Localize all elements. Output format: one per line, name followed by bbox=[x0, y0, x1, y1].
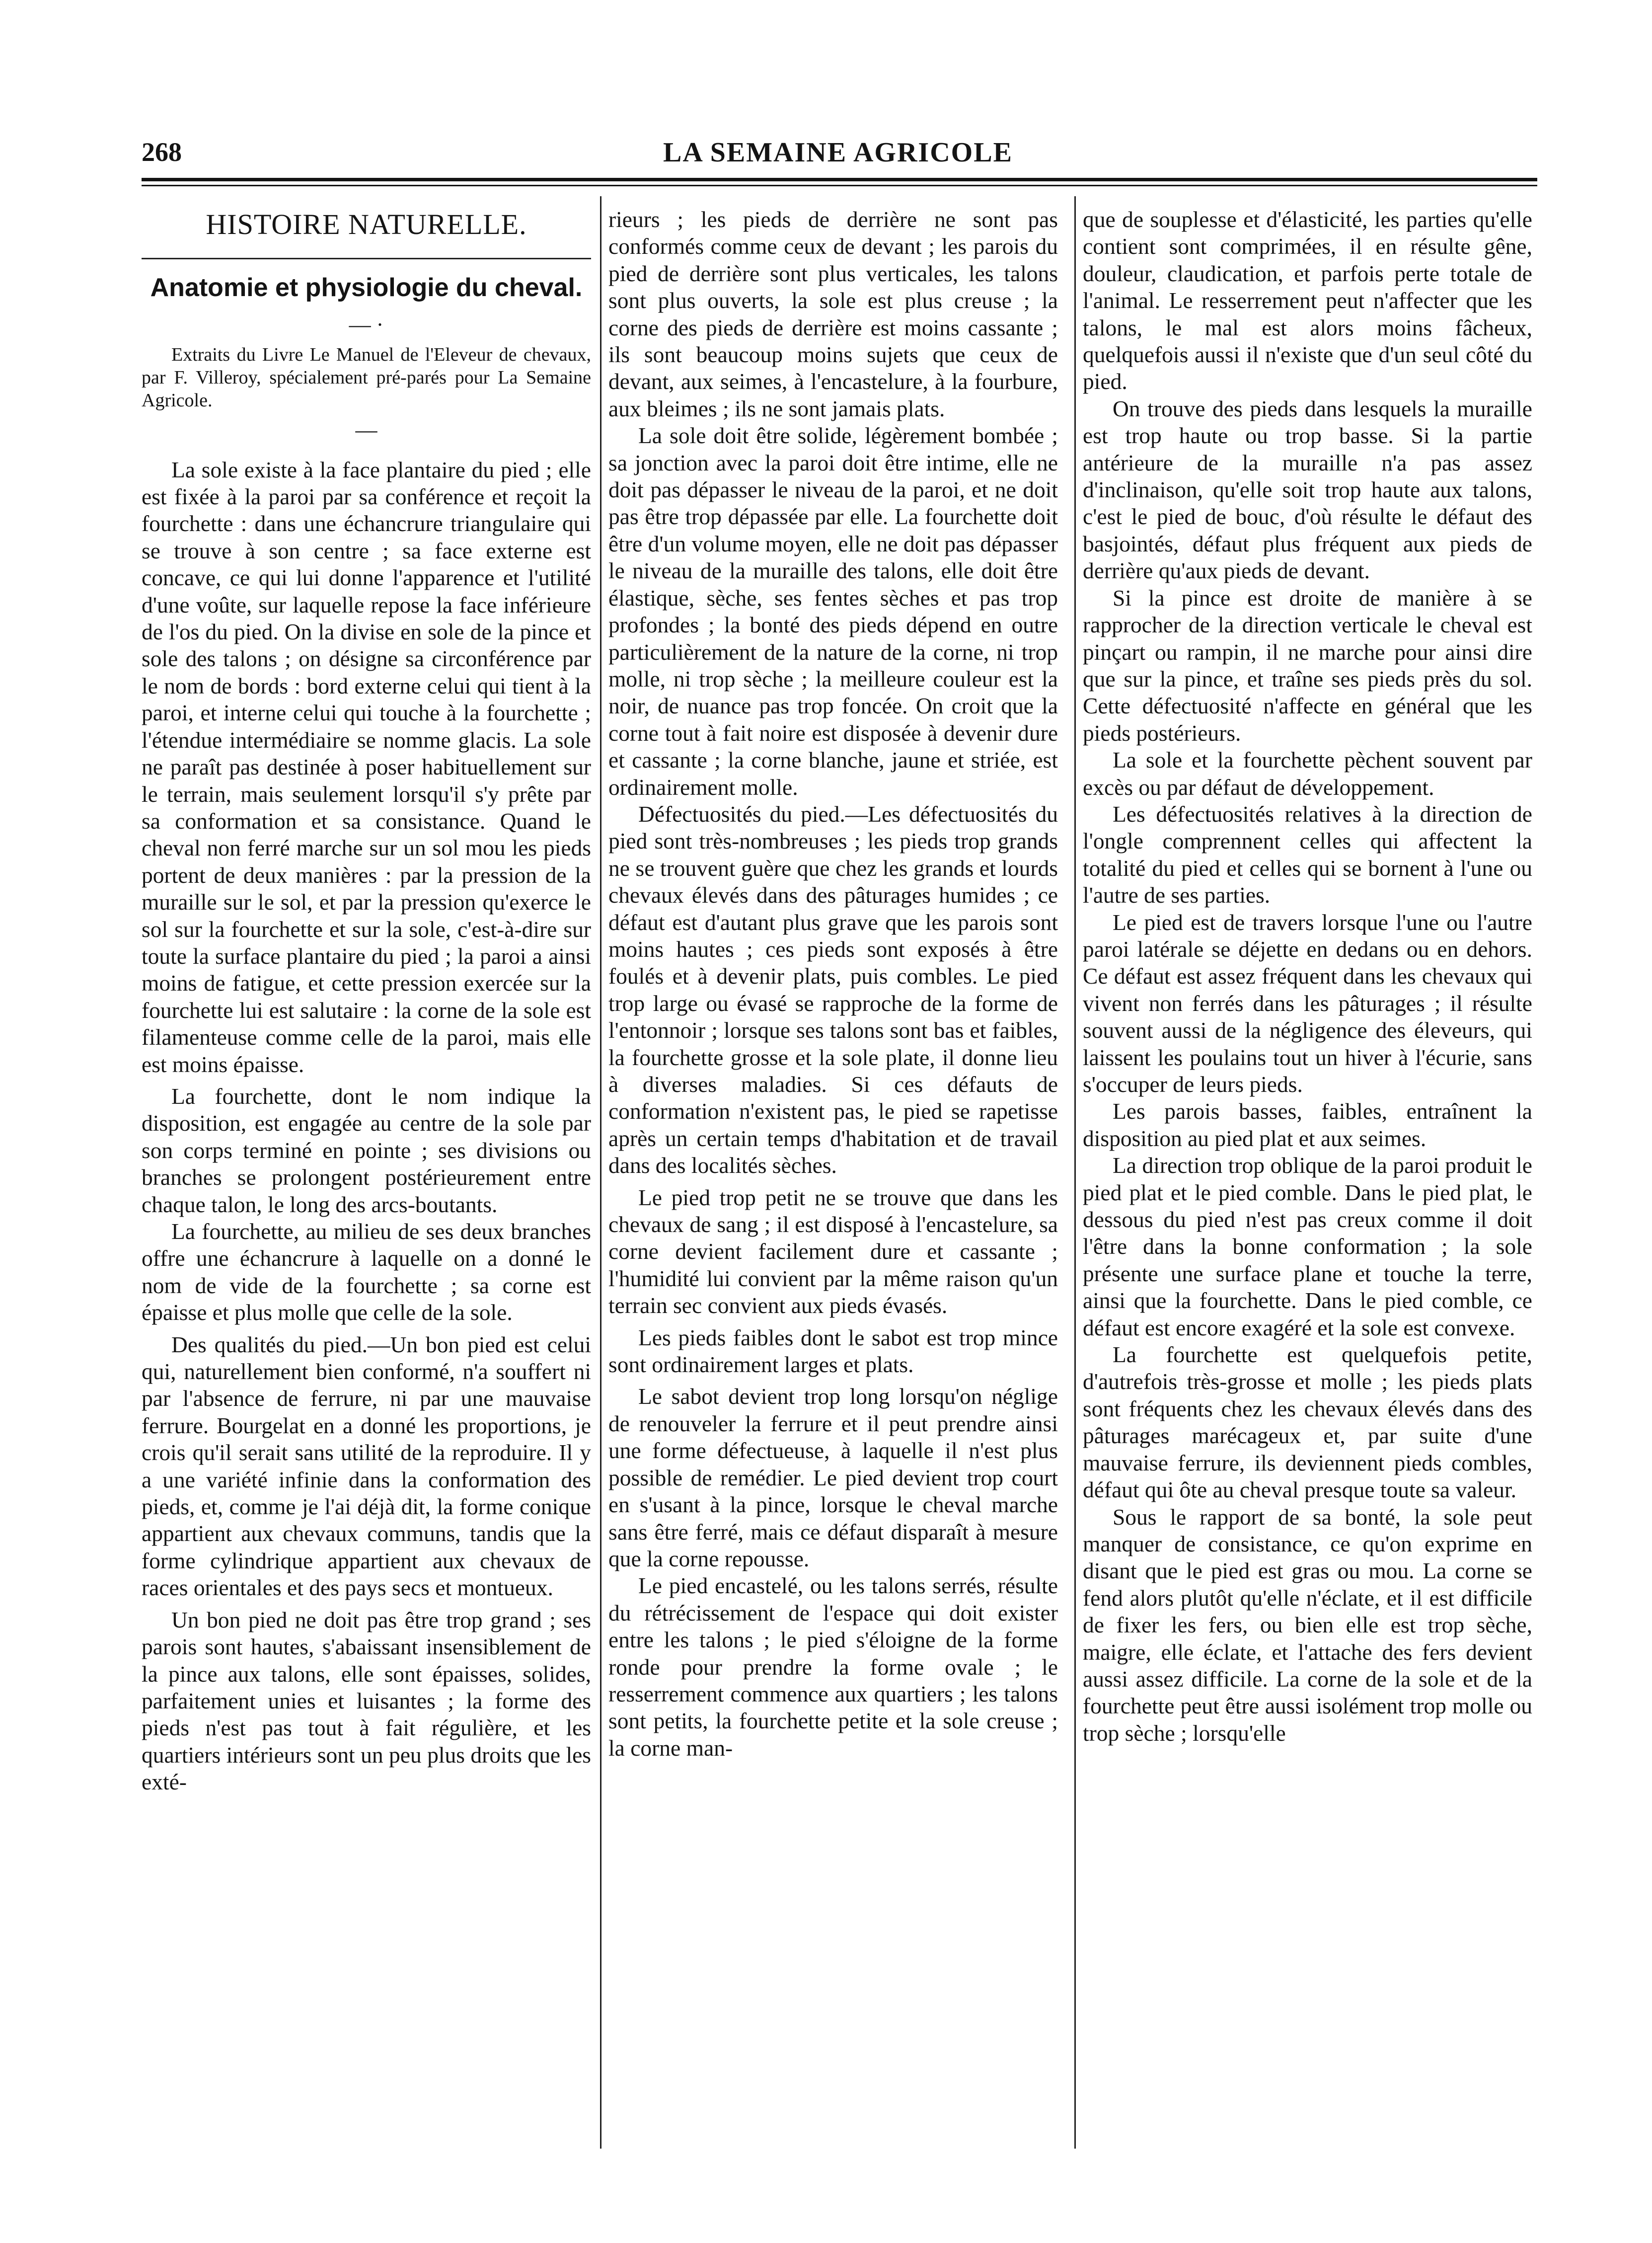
paragraph: La fourchette, au milieu de ses deux branches offre une échancrure à laquelle on a donné le nom de vide de la fourchette ; sa corne est épaisse et plus molle que celle de la sole. bbox=[142, 1219, 591, 1325]
paragraph: Le pied encastelé, ou les talons serrés, résulte du rétrécissement de l'espace qui doit exister entre les talons ; le pied s'éloigne de la forme ronde pour prendre la forme ovale ; le resserrement commence aux quartiers ; les talons sont petits, la fourchette petite et la sole creuse ; la corne man- bbox=[608, 1573, 1058, 1761]
page-number: 268 bbox=[142, 137, 182, 167]
extract-note: Extraits du Livre Le Manuel de l'Eleveur de chevaux, par F. Villeroy, spécialement pré-parés pour La Semaine Agricole. bbox=[142, 344, 591, 411]
section-title: HISTOIRE NATURELLE. bbox=[206, 208, 527, 240]
paragraph: Le sabot devient trop long lorsqu'on néglige de renouveler la ferrure et il peut prendre ainsi une forme défectueuse, à laquelle il n'est plus possible de remédier. Le pied devient trop court en s'usant à la pince, lorsque le cheval marche sans être ferré, mais ce défaut disparaît à mesure que la corne repousse. bbox=[608, 1384, 1058, 1571]
section-rule bbox=[142, 258, 591, 259]
paragraph: La direction trop oblique de la paroi produit le pied plat et le pied comble. Dans le pied plat, le dessous du pied n'est pas creux comme il doit l'être dans la bonne conformation ; la sole présente une surface plane et touche la terre, ainsi que la fourchette. Dans le pied comble, ce défaut est encore exagéré et la sole est convexe. bbox=[1083, 1153, 1532, 1340]
paragraph: rieurs ; les pieds de derrière ne sont pas conformés comme ceux de devant ; les parois du pied de derrière sont plus verticales, les talons sont plus ouverts, la sole est plus creuse ; la corne des pieds de derrière est moins cassante ; ils sont beaucoup moins sujets que ceux de devant, aux seimes, à l'encastelure, à la fourbure, aux bleimes ; ils ne sont jamais plats. bbox=[608, 207, 1058, 421]
separator-dash: — bbox=[355, 418, 377, 443]
column-divider bbox=[600, 196, 601, 2149]
column-divider bbox=[1074, 196, 1076, 2149]
paragraph: La sole et la fourchette pèchent souvent par excès ou par défaut de développement. bbox=[1083, 747, 1532, 800]
paragraph: La sole existe à la face plantaire du pied ; elle est fixée à la paroi par sa conférence et reçoit la fourchette : dans une échancrure triangulaire qui se trouve à son centre ; sa face externe est concave, ce qui lui donne l'apparence et l'utilité d'une voûte, sur laquelle repose la face inférieure de l'os du pied. On la divise en sole de la pince et sole des talons ; on désigne sa circonférence par le nom de bords : bord externe celui qui tient à la paroi, et interne celui qui touche à la fourchette ; l'étendue intermédiaire se nomme glacis. La sole ne paraît pas destinée à poser habituellement sur le terrain, mais seulement lorsqu'il s'y prête par sa conformation et sa consistance. Quand le cheval non ferré marche sur un sol mou les pieds portent de deux manières : par la pression de la muraille sur le sol, et par la pression qu'exerce le sol sur la fourchette et sur la sole, c'est-à-dire sur toute la surface plantaire du pied ; la paroi a ainsi moins de fatigue, et cette pression exercée sur la fourchette lui est salutaire : la corne de la sole est filamenteuse comme celle de la paroi, mais elle est moins épaisse. bbox=[142, 457, 591, 1077]
column-3 bbox=[1083, 206, 1532, 2144]
paragraph: Sous le rapport de sa bonté, la sole peut manquer de consistance, ce qu'on exprime en disant que le pied est gras ou mou. La corne se fend alors plutôt qu'elle n'éclate, et il est difficile de fixer les fers, ou bien elle est trop sèche, maigre, elle éclate, et l'attache des fers devient aussi assez difficile. La corne de la sole et de la fourchette peut être aussi isolément trop molle ou trop sèche ; lorsqu'elle bbox=[1083, 1504, 1532, 1746]
paragraph: Si la pince est droite de manière à se rapprocher de la direction verticale le cheval est pinçart ou rampin, il ne marche pour ainsi dire que sur la pince, et traîne ses pieds près du sol. Cette défectuosité n'affecte en général que les pieds postérieurs. bbox=[1083, 585, 1532, 746]
journal-title: LA SEMAINE AGRICOLE bbox=[663, 137, 1013, 168]
paragraph: Les parois basses, faibles, entraînent la disposition au pied plat et aux seimes. bbox=[1083, 1098, 1532, 1151]
header-rule-thick bbox=[142, 178, 1537, 181]
page-header bbox=[142, 134, 1537, 176]
title-dash: — · bbox=[349, 312, 384, 337]
paragraph: Le pied est de travers lorsque l'une ou l'autre paroi latérale se déjette en dedans ou en dehors. Ce défaut est assez fréquent dans les chevaux qui vivent non ferrés dans les pâturages ; il résulte souvent aussi de la négligence des éleveurs, qui laissent les poulains tout un hiver à l'écurie, sans s'occuper de leurs pieds. bbox=[1083, 909, 1532, 1097]
paragraph: Le pied trop petit ne se trouve que dans les chevaux de sang ; il est disposé à l'encastelure, sa corne devient facilement dure et cassante ; l'humidité lui convient par la même raison qu'un terrain sec convient aux pieds évasés. bbox=[608, 1184, 1058, 1318]
column-1 bbox=[142, 206, 591, 2144]
paragraph: Les défectuosités relatives à la direction de l'ongle comprennent celles qui affectent la totalité du pied et celles qui se bornent à l'une ou l'autre de ses parties. bbox=[1083, 801, 1532, 908]
article-title: Anatomie et physiologie du cheval. bbox=[150, 273, 583, 303]
paragraph: Défectuosités du pied.—Les défectuosités du pied sont très-nombreuses ; les pieds trop grands ne se trouvent guère que chez les grands et lourds chevaux élevés dans des pâturages humides ; ce défaut est d'autant plus grave que les parois sont moins hautes ; ces pieds sont exposés à être foulés et à devenir plats, puis combles. Le pied trop large ou évasé se rapproche de la forme de l'entonnoir ; lorsque ses talons sont bas et faibles, la fourchette grosse et la sole plate, il donne lieu à diverses maladies. Si ces défauts de conformation n'existent pas, le pied se rapetisse après un certain temps d'habitation et de travail dans des localités sèches. bbox=[608, 801, 1058, 1178]
column-2 bbox=[608, 206, 1058, 2144]
paragraph: Un bon pied ne doit pas être trop grand ; ses parois sont hautes, s'abaissant insensiblement de la pince aux talons, elle sont épaisses, solides, parfaitement unies et luisantes ; la forme des pieds n'est pas tout à fait régulière, et les quartiers intérieurs sont un peu plus droits que les exté- bbox=[142, 1607, 591, 1795]
header-rule-thin bbox=[142, 185, 1537, 186]
paragraph: Les pieds faibles dont le sabot est trop mince sont ordinairement larges et plats. bbox=[608, 1324, 1058, 1378]
paragraph: On trouve des pieds dans lesquels la muraille est trop haute ou trop basse. Si la partie antérieure de la muraille n'a pas assez d'inclinaison, qu'elle soit trop haute aux talons, c'est le pied de bouc, d'où résulte le défaut des basjointés, défaut plus fréquent aux pieds de derrière qu'aux pieds de devant. bbox=[1083, 395, 1532, 584]
paragraph: que de souplesse et d'élasticité, les parties qu'elle contient sont comprimées, il en résulte gêne, douleur, claudication, et parfois perte totale de l'animal. Le resserrement peut n'affecter que les talons, le mal est alors moins fâcheux, quelquefois aussi il n'existe que d'un seul côté du pied. bbox=[1083, 207, 1532, 394]
paragraph: La fourchette est quelquefois petite, d'autrefois très-grosse et molle ; les pieds plats sont fréquents chez les chevaux élevés dans des pâturages marécageux et, par suite d'une mauvaise ferrure, ils deviennent pieds combles, défaut qui ôte au cheval presque toute sa valeur. bbox=[1083, 1342, 1532, 1503]
paragraph: La sole doit être solide, légèrement bombée ; sa jonction avec la paroi doit être intime, elle ne doit pas dépasser le niveau de la paroi, et ne doit pas être trop dépassée par elle. La fourchette doit être d'un volume moyen, elle ne doit pas dépasser le niveau de la muraille des talons, elle doit être élastique, sèche, ses fentes sèches et pas trop profondes ; la bonté des pieds dépend en outre particulièrement de la nature de la corne, ni trop molle, ni trop sèche ; la meilleure couleur est la noir, de nuance pas trop foncée. On croit que la corne tout à fait noire est disposée à devenir dure et cassante ; la corne blanche, jaune et striée, est ordinairement molle. bbox=[608, 423, 1058, 800]
paragraph: La fourchette, dont le nom indique la disposition, est engagée au centre de la sole par son corps terminé en pointe ; ses divisions ou branches se prolongent postérieurement entre chaque talon, le long des arcs-boutants. bbox=[142, 1083, 591, 1217]
paragraph: Des qualités du pied.—Un bon pied est celui qui, naturellement bien conformé, n'a souffert ni par l'absence de ferrure, ni par une mauvaise ferrure. Bourgelat en a donné les proportions, je crois qu'il serait sans utilité de la reproduire. Il y a une variété infinie dans la conformation des pieds, et, comme je l'ai déjà dit, la forme conique appartient aux chevaux communs, tandis que la forme cylindrique appartient aux chevaux de races orientales et des pays secs et montueux. bbox=[142, 1331, 591, 1601]
